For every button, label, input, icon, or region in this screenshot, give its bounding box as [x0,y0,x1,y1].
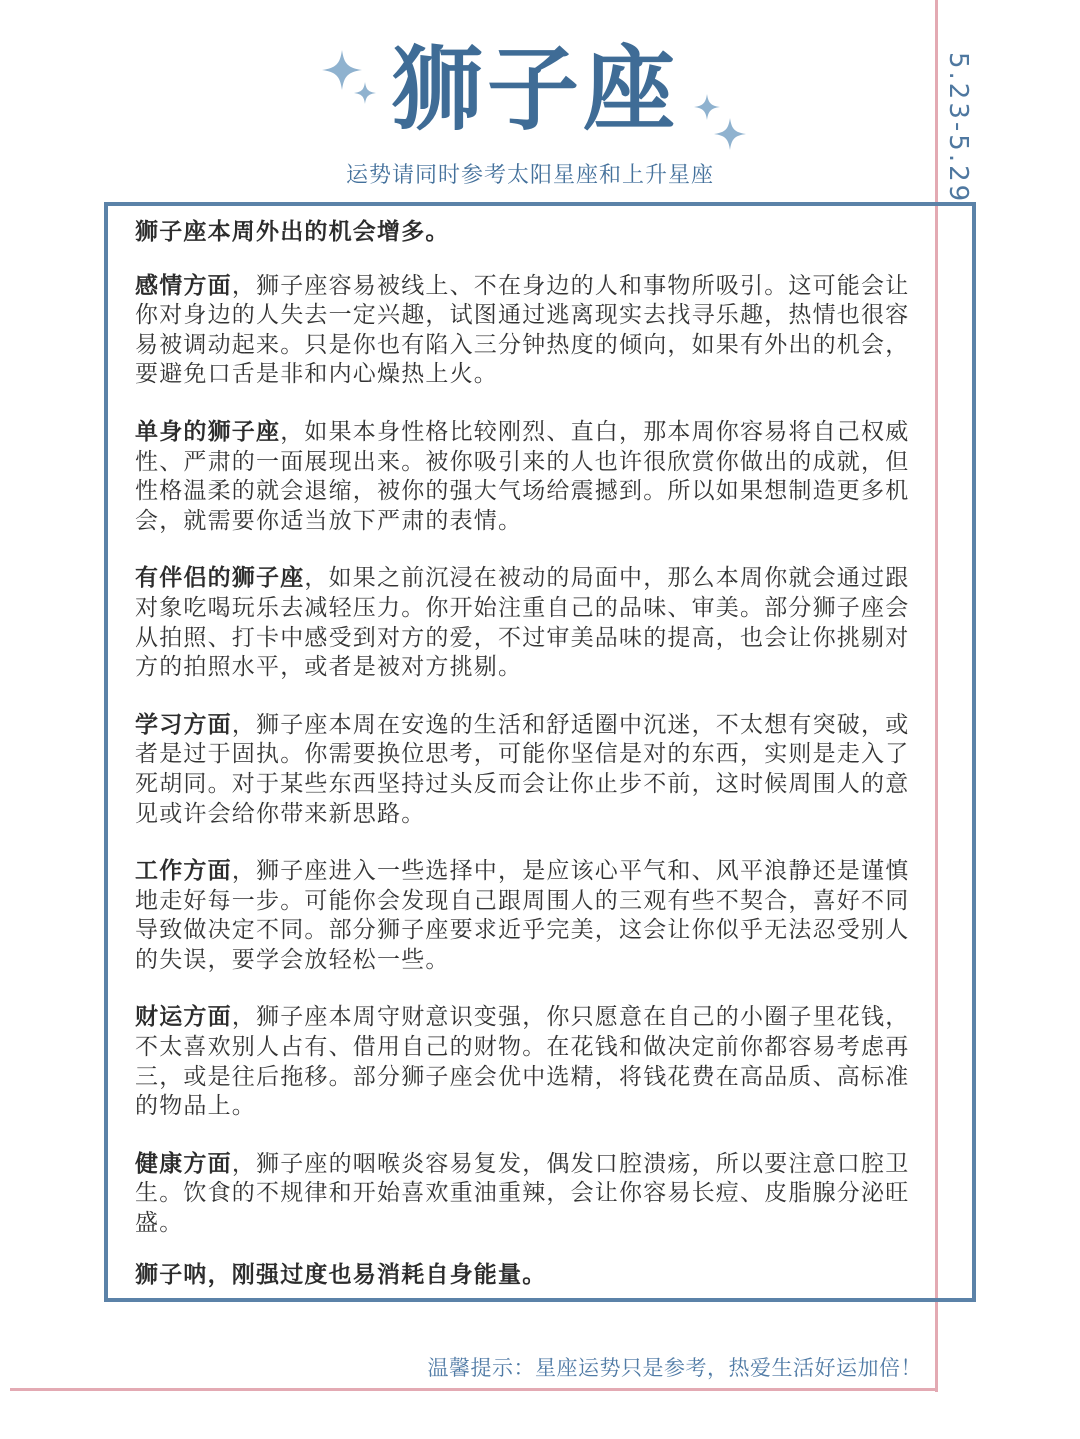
title-text: 狮子座 [390,36,679,143]
pink-horizontal-line [10,1388,938,1391]
subtitle: 运势请同时参考太阳星座和上升星座 [345,163,714,188]
section-work [135,857,915,975]
sparkle-icon [714,118,746,150]
section-body: ，如果之前沉浸在被动的局面中，那么本周你就会通过跟对象吃喝玩乐去减轻压力。你开始注重自己的品味、审美。部分狮子座会从拍照、打卡中感受到对方的爱，不过审美品味的提高，也会让你挑剔对方的拍照水平，或者是被对方挑剔。 [135,565,910,681]
section-heading: 工作方面 [135,858,232,885]
page-title [380,36,690,143]
sparkle-icon [354,82,376,104]
section-heading: 学习方面 [135,711,232,738]
section-body: ，狮子座的咽喉炎容易复发，偶发口腔溃疡，所以要注意口腔卫生。饮食的不规律和开始喜欢重油重辣，会让你容易长痘、皮脂腺分泌旺盛。 [135,1150,910,1237]
section-heading: 有伴侣的狮子座 [135,565,305,592]
section-body: ，如果本身性格比较刚烈、直白，那本周你容易将自己权威性、严肃的一面展现出来。被你吸引来的人也许很欣赏你做出的成就，但性格温柔的就会退缩，被你的强大气场给震撼到。所以如果想制造更多机会，就需要你适当放下严肃的表情。 [135,418,910,534]
closing-text: 狮子呐，刚强过度也易消耗自身能量。 [135,1261,547,1288]
date-range: 5.23-5.29 [943,52,973,205]
section-study [135,711,915,829]
section-wealth [135,1003,915,1121]
sparkle-icon [694,94,720,120]
section-love [135,272,915,390]
footer-tip: 温馨提示：星座运势只是参考，热爱生活好运加倍！ [427,1356,922,1380]
section-heading: 单身的狮子座 [135,418,281,445]
section-health [135,1150,915,1239]
intro-text: 狮子座本周外出的机会增多。 [135,219,450,245]
section-heading: 财运方面 [135,1004,232,1031]
section-partner [135,564,915,682]
section-heading: 感情方面 [135,272,232,299]
section-body: ，狮子座本周在安逸的生活和舒适圈中沉迷，不太想有突破，或者是过于固执。你需要换位思考，可能你坚信是对的东西，实则是走入了死胡同。对于某些东西坚持过头反而会让你止步不前，这时候周围人的意见或许会给你带来新思路。 [135,711,910,827]
section-body: ，狮子座进入一些选择中，是应该心平气和、风平浪静还是谨慎地走好每一步。可能你会发现自己跟周围人的三观有些不契合，喜好不同导致做决定不同。部分狮子座要求近乎完美，这会让你似乎无法忍受别人的失误，要学会放轻松一些。 [135,858,910,973]
section-body: ，狮子座本周守财意识变强，你只愿意在自己的小圈子里花钱，不太喜欢别人占有、借用自己的财物。在花钱和做决定前你都容易考虑再三，或是往后拖移。部分狮子座会优中选精，将钱花费在高品质、高标准的物品上。 [135,1004,910,1120]
section-heading: 健康方面 [135,1150,232,1177]
section-body: ，狮子座容易被线上、不在身边的人和事物所吸引。这可能会让你对身边的人失去一定兴趣，试图通过逃离现实去找寻乐趣，热情也很容易被调动起来。只是你也有陷入三分钟热度的倾向，如果有外出的机会，要避免口舌是非和内心燥热上火。 [135,272,910,388]
horoscope-content [135,218,915,1318]
section-single [135,418,915,536]
